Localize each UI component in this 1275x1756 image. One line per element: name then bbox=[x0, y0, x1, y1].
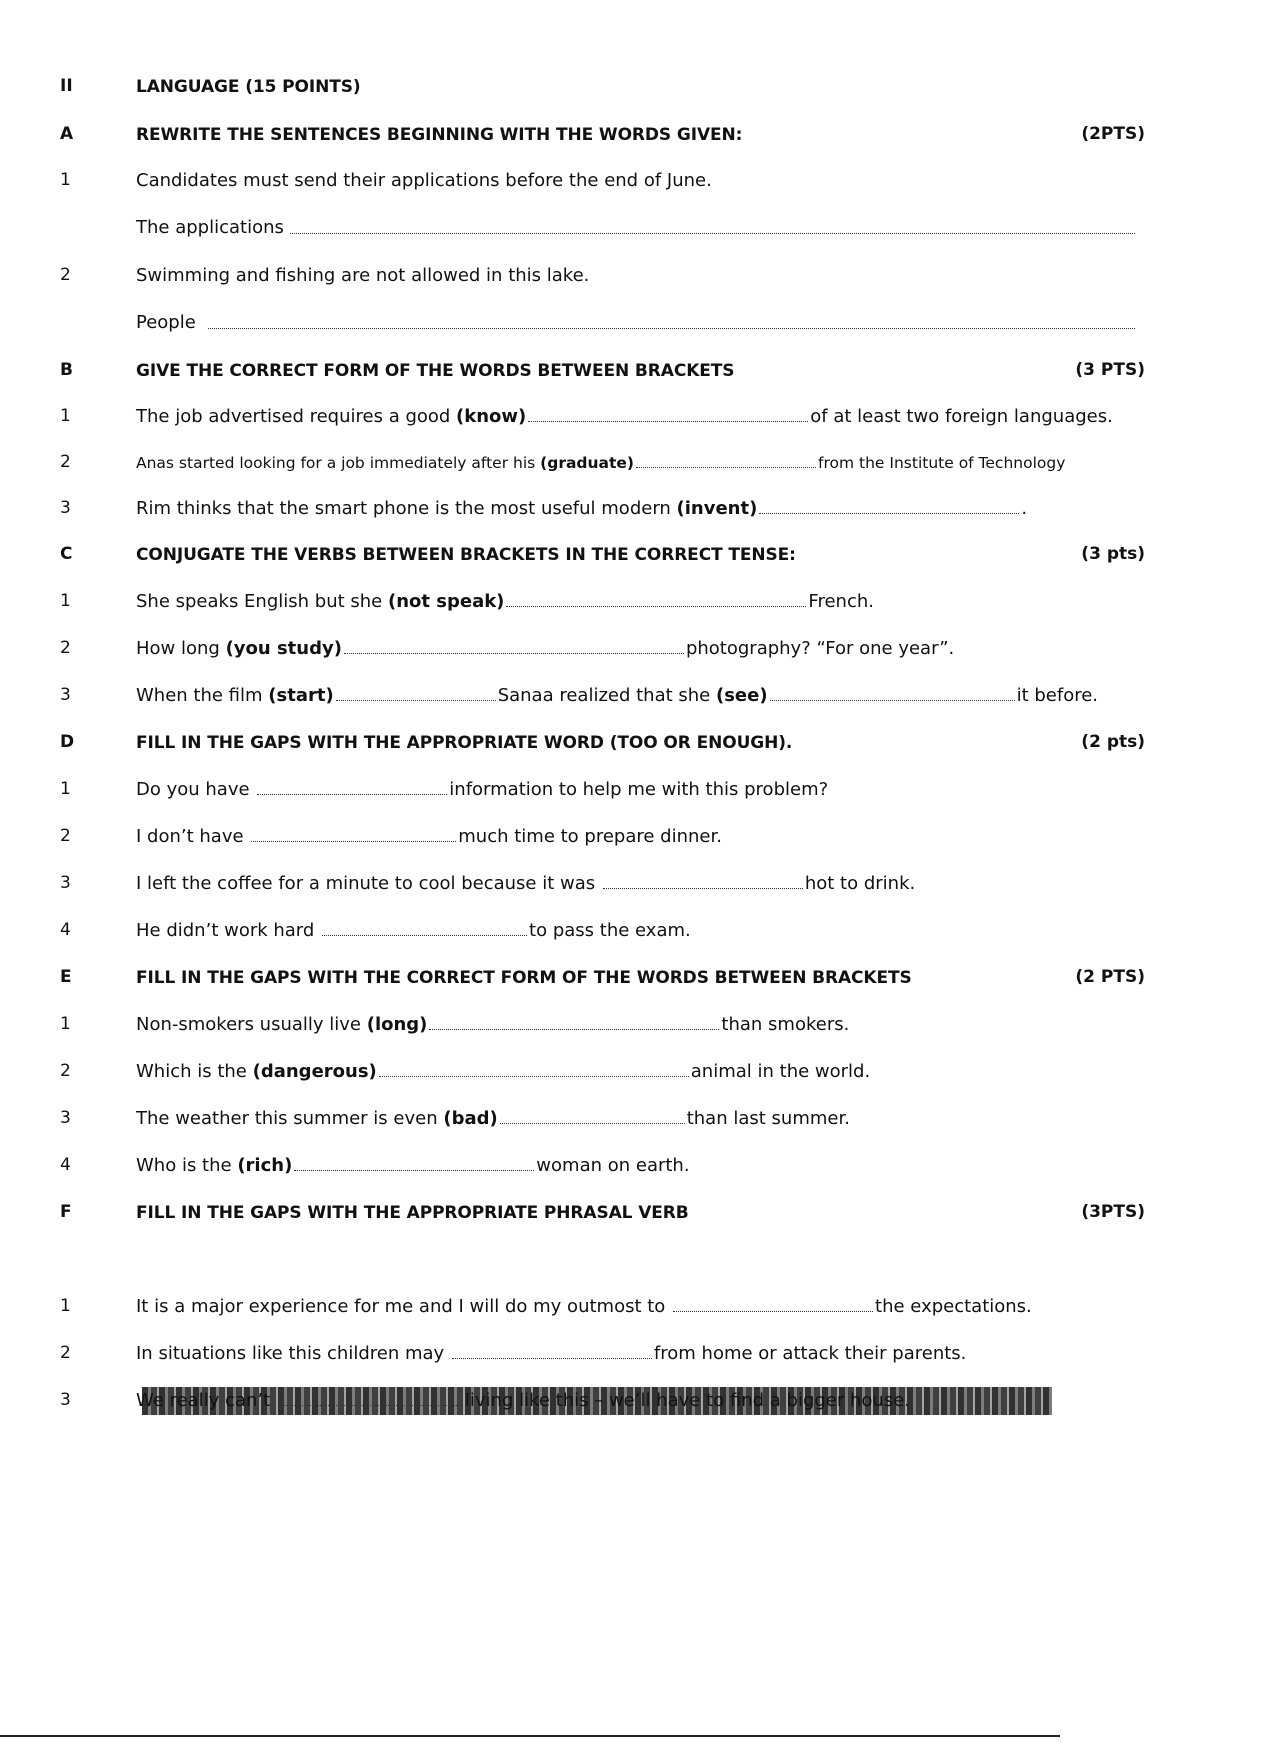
text-after: . bbox=[1021, 498, 1028, 519]
text-before: I left the coffee for a minute to cool because it was bbox=[136, 873, 601, 894]
answer-blank[interactable] bbox=[294, 1156, 534, 1171]
answer-blank[interactable] bbox=[759, 499, 1019, 514]
text-after: than last summer. bbox=[686, 1108, 850, 1129]
question-text bbox=[136, 1014, 849, 1036]
question-row bbox=[0, 1053, 1275, 1089]
question-number: 1 bbox=[60, 406, 71, 426]
question-row bbox=[0, 1100, 1275, 1136]
text-after: hot to drink. bbox=[804, 873, 916, 894]
part-points: (2 pts) bbox=[1081, 732, 1145, 752]
question-row bbox=[0, 490, 1275, 526]
question-row bbox=[0, 1147, 1275, 1183]
text-before: It is a major experience for me and I will do my outmost to bbox=[136, 1296, 672, 1317]
text-before: In situations like this children may bbox=[136, 1343, 450, 1364]
text-after: much time to prepare dinner. bbox=[458, 826, 722, 847]
question-number: 3 bbox=[60, 873, 71, 893]
bracket-word: (dangerous) bbox=[252, 1061, 377, 1082]
text-before: Which is the bbox=[136, 1061, 253, 1082]
part-b-heading bbox=[0, 352, 1275, 388]
question-row bbox=[0, 1288, 1275, 1324]
answer-blank[interactable] bbox=[251, 827, 456, 842]
answer-blank[interactable] bbox=[506, 592, 806, 607]
text-after: information to help me with this problem? bbox=[449, 779, 829, 800]
answer-start: People bbox=[136, 312, 196, 333]
text-after: French. bbox=[808, 591, 874, 612]
text-before: She speaks English but she bbox=[136, 591, 388, 612]
answer-blank[interactable] bbox=[290, 233, 1135, 234]
part-letter: C bbox=[60, 544, 73, 564]
text-before: Do you have bbox=[136, 779, 256, 800]
question-number: 3 bbox=[60, 498, 71, 518]
part-letter: F bbox=[60, 1202, 72, 1222]
text-before: How long bbox=[136, 638, 226, 659]
answer-blank[interactable] bbox=[336, 686, 496, 701]
question-text bbox=[136, 591, 874, 613]
text-after: photography? “For one year”. bbox=[685, 638, 955, 659]
text-after: woman on earth. bbox=[536, 1155, 690, 1176]
answer-blank[interactable] bbox=[344, 639, 684, 654]
question-row bbox=[0, 162, 1275, 198]
answer-blank[interactable] bbox=[429, 1015, 719, 1030]
question-text bbox=[136, 452, 1065, 474]
answer-blank[interactable] bbox=[673, 1297, 873, 1312]
part-f-heading bbox=[0, 1194, 1275, 1230]
text-after: from home or attack their parents. bbox=[653, 1343, 967, 1364]
answer-blank[interactable] bbox=[379, 1062, 689, 1077]
bracket-word: (you study) bbox=[225, 638, 342, 659]
part-title: REWRITE THE SENTENCES BEGINNING WITH THE WORDS GIVEN: bbox=[136, 125, 743, 145]
part-d-heading bbox=[0, 724, 1275, 760]
text-before: Rim thinks that the smart phone is the most useful modern bbox=[136, 498, 677, 519]
question-text bbox=[136, 406, 1113, 428]
text-before: The job advertised requires a good bbox=[136, 406, 457, 427]
question-text bbox=[136, 1155, 690, 1177]
bracket-word: (bad) bbox=[443, 1108, 498, 1129]
part-letter: A bbox=[60, 124, 74, 144]
bracket-word: (invent) bbox=[676, 498, 758, 519]
question-row bbox=[0, 630, 1275, 666]
bracket-word: (know) bbox=[456, 406, 527, 427]
part-points: (2PTS) bbox=[1081, 124, 1145, 144]
answer-row bbox=[0, 209, 1275, 245]
text-before: Non-smokers usually live bbox=[136, 1014, 367, 1035]
question-row bbox=[0, 677, 1275, 713]
bracket-word: (rich) bbox=[237, 1155, 293, 1176]
part-letter: B bbox=[60, 360, 73, 380]
question-text bbox=[136, 685, 1098, 707]
question-text bbox=[136, 826, 722, 848]
bracket-word: (graduate) bbox=[540, 454, 635, 472]
bracket-word: (not speak) bbox=[387, 591, 505, 612]
question-text bbox=[136, 1390, 910, 1412]
text-after: animal in the world. bbox=[690, 1061, 871, 1082]
answer-blank[interactable] bbox=[636, 453, 816, 468]
part-title: FILL IN THE GAPS WITH THE CORRECT FORM OF THE WORDS BETWEEN BRACKETS bbox=[136, 968, 912, 988]
text-middle: Sanaa realized that she bbox=[497, 685, 716, 706]
page-bottom-rule bbox=[0, 1735, 1060, 1737]
part-title: CONJUGATE THE VERBS BETWEEN BRACKETS IN THE CORRECT TENSE: bbox=[136, 545, 796, 565]
question-number: 2 bbox=[60, 638, 71, 658]
answer-blank[interactable] bbox=[603, 874, 803, 889]
bracket-word: (start) bbox=[268, 685, 334, 706]
question-row bbox=[0, 1006, 1275, 1042]
text-before: The weather this summer is even bbox=[136, 1108, 444, 1129]
answer-blank[interactable] bbox=[770, 686, 1015, 701]
question-row bbox=[0, 257, 1275, 293]
answer-blank[interactable] bbox=[500, 1109, 685, 1124]
question-number: 3 bbox=[60, 685, 71, 705]
text-after: the expectations. bbox=[875, 1296, 1032, 1317]
question-row bbox=[0, 912, 1275, 948]
text-before: When the film bbox=[136, 685, 269, 706]
text-before: I don’t have bbox=[136, 826, 250, 847]
section-number: II bbox=[60, 76, 73, 96]
question-number: 2 bbox=[60, 452, 71, 472]
question-number: 2 bbox=[60, 265, 71, 285]
bracket-word: (long) bbox=[366, 1014, 428, 1035]
question-number: 3 bbox=[60, 1108, 71, 1128]
question-text bbox=[136, 873, 915, 895]
part-title: GIVE THE CORRECT FORM OF THE WORDS BETWEEN BRACKETS bbox=[136, 361, 735, 381]
question-text bbox=[136, 920, 691, 942]
answer-blank[interactable] bbox=[278, 1391, 463, 1406]
text-before: He didn’t work hard bbox=[136, 920, 321, 941]
text-after: it before. bbox=[1016, 685, 1099, 706]
question-text: Swimming and fishing are not allowed in this lake. bbox=[136, 265, 590, 286]
question-number: 3 bbox=[60, 1390, 71, 1410]
question-number: 2 bbox=[60, 826, 71, 846]
question-number: 1 bbox=[60, 1014, 71, 1034]
answer-blank[interactable] bbox=[452, 1344, 652, 1359]
question-text bbox=[136, 1061, 870, 1083]
question-number: 1 bbox=[60, 591, 71, 611]
answer-blank[interactable] bbox=[257, 780, 447, 795]
question-row bbox=[0, 398, 1275, 434]
text-before: Anas started looking for a job immediately after his bbox=[136, 454, 541, 472]
answer-blank[interactable] bbox=[208, 328, 1135, 329]
question-text bbox=[136, 1343, 966, 1365]
part-title: FILL IN THE GAPS WITH THE APPROPRIATE WORD (TOO OR ENOUGH). bbox=[136, 733, 793, 753]
question-number: 4 bbox=[60, 1155, 71, 1175]
question-row bbox=[0, 583, 1275, 619]
text-after: to pass the exam. bbox=[529, 920, 691, 941]
question-number: 2 bbox=[60, 1343, 71, 1363]
text-after: of at least two foreign languages. bbox=[810, 406, 1113, 427]
question-text bbox=[136, 638, 954, 660]
part-title: FILL IN THE GAPS WITH THE APPROPRIATE PHRASAL VERB bbox=[136, 1203, 689, 1223]
question-row bbox=[0, 1335, 1275, 1371]
part-points: (3 PTS) bbox=[1075, 360, 1145, 380]
part-points: (2 PTS) bbox=[1075, 967, 1145, 987]
question-row bbox=[0, 771, 1275, 807]
answer-row bbox=[0, 304, 1275, 340]
section-header bbox=[0, 68, 1275, 104]
text-after: from the Institute of Technology bbox=[818, 454, 1066, 472]
section-title: LANGUAGE (15 POINTS) bbox=[136, 77, 361, 97]
part-e-heading bbox=[0, 959, 1275, 995]
question-number: 4 bbox=[60, 920, 71, 940]
question-text: Candidates must send their applications before the end of June. bbox=[136, 170, 712, 191]
answer-blank[interactable] bbox=[528, 407, 808, 422]
part-letter: E bbox=[60, 967, 72, 987]
text-before: Who is the bbox=[136, 1155, 238, 1176]
question-number: 1 bbox=[60, 1296, 71, 1316]
question-row bbox=[0, 444, 1275, 480]
question-row bbox=[0, 818, 1275, 854]
question-number: 1 bbox=[60, 170, 71, 190]
question-text bbox=[136, 498, 1027, 520]
text-after: living like this – we’ll have to find a bigger house. bbox=[464, 1390, 910, 1411]
part-points: (3PTS) bbox=[1081, 1202, 1145, 1222]
question-number: 2 bbox=[60, 1061, 71, 1081]
bracket-word: (see) bbox=[715, 685, 768, 706]
question-text bbox=[136, 1108, 850, 1130]
question-text bbox=[136, 1296, 1032, 1318]
text-before: We really can’t bbox=[136, 1390, 276, 1411]
part-letter: D bbox=[60, 732, 75, 752]
answer-start: The applications bbox=[136, 217, 284, 238]
question-row bbox=[0, 865, 1275, 901]
part-c-heading bbox=[0, 536, 1275, 572]
question-text bbox=[136, 779, 828, 801]
question-row bbox=[0, 1382, 1275, 1418]
text-after: than smokers. bbox=[721, 1014, 850, 1035]
part-a-heading bbox=[0, 116, 1275, 152]
part-points: (3 pts) bbox=[1081, 544, 1145, 564]
answer-blank[interactable] bbox=[322, 921, 527, 936]
question-number: 1 bbox=[60, 779, 71, 799]
